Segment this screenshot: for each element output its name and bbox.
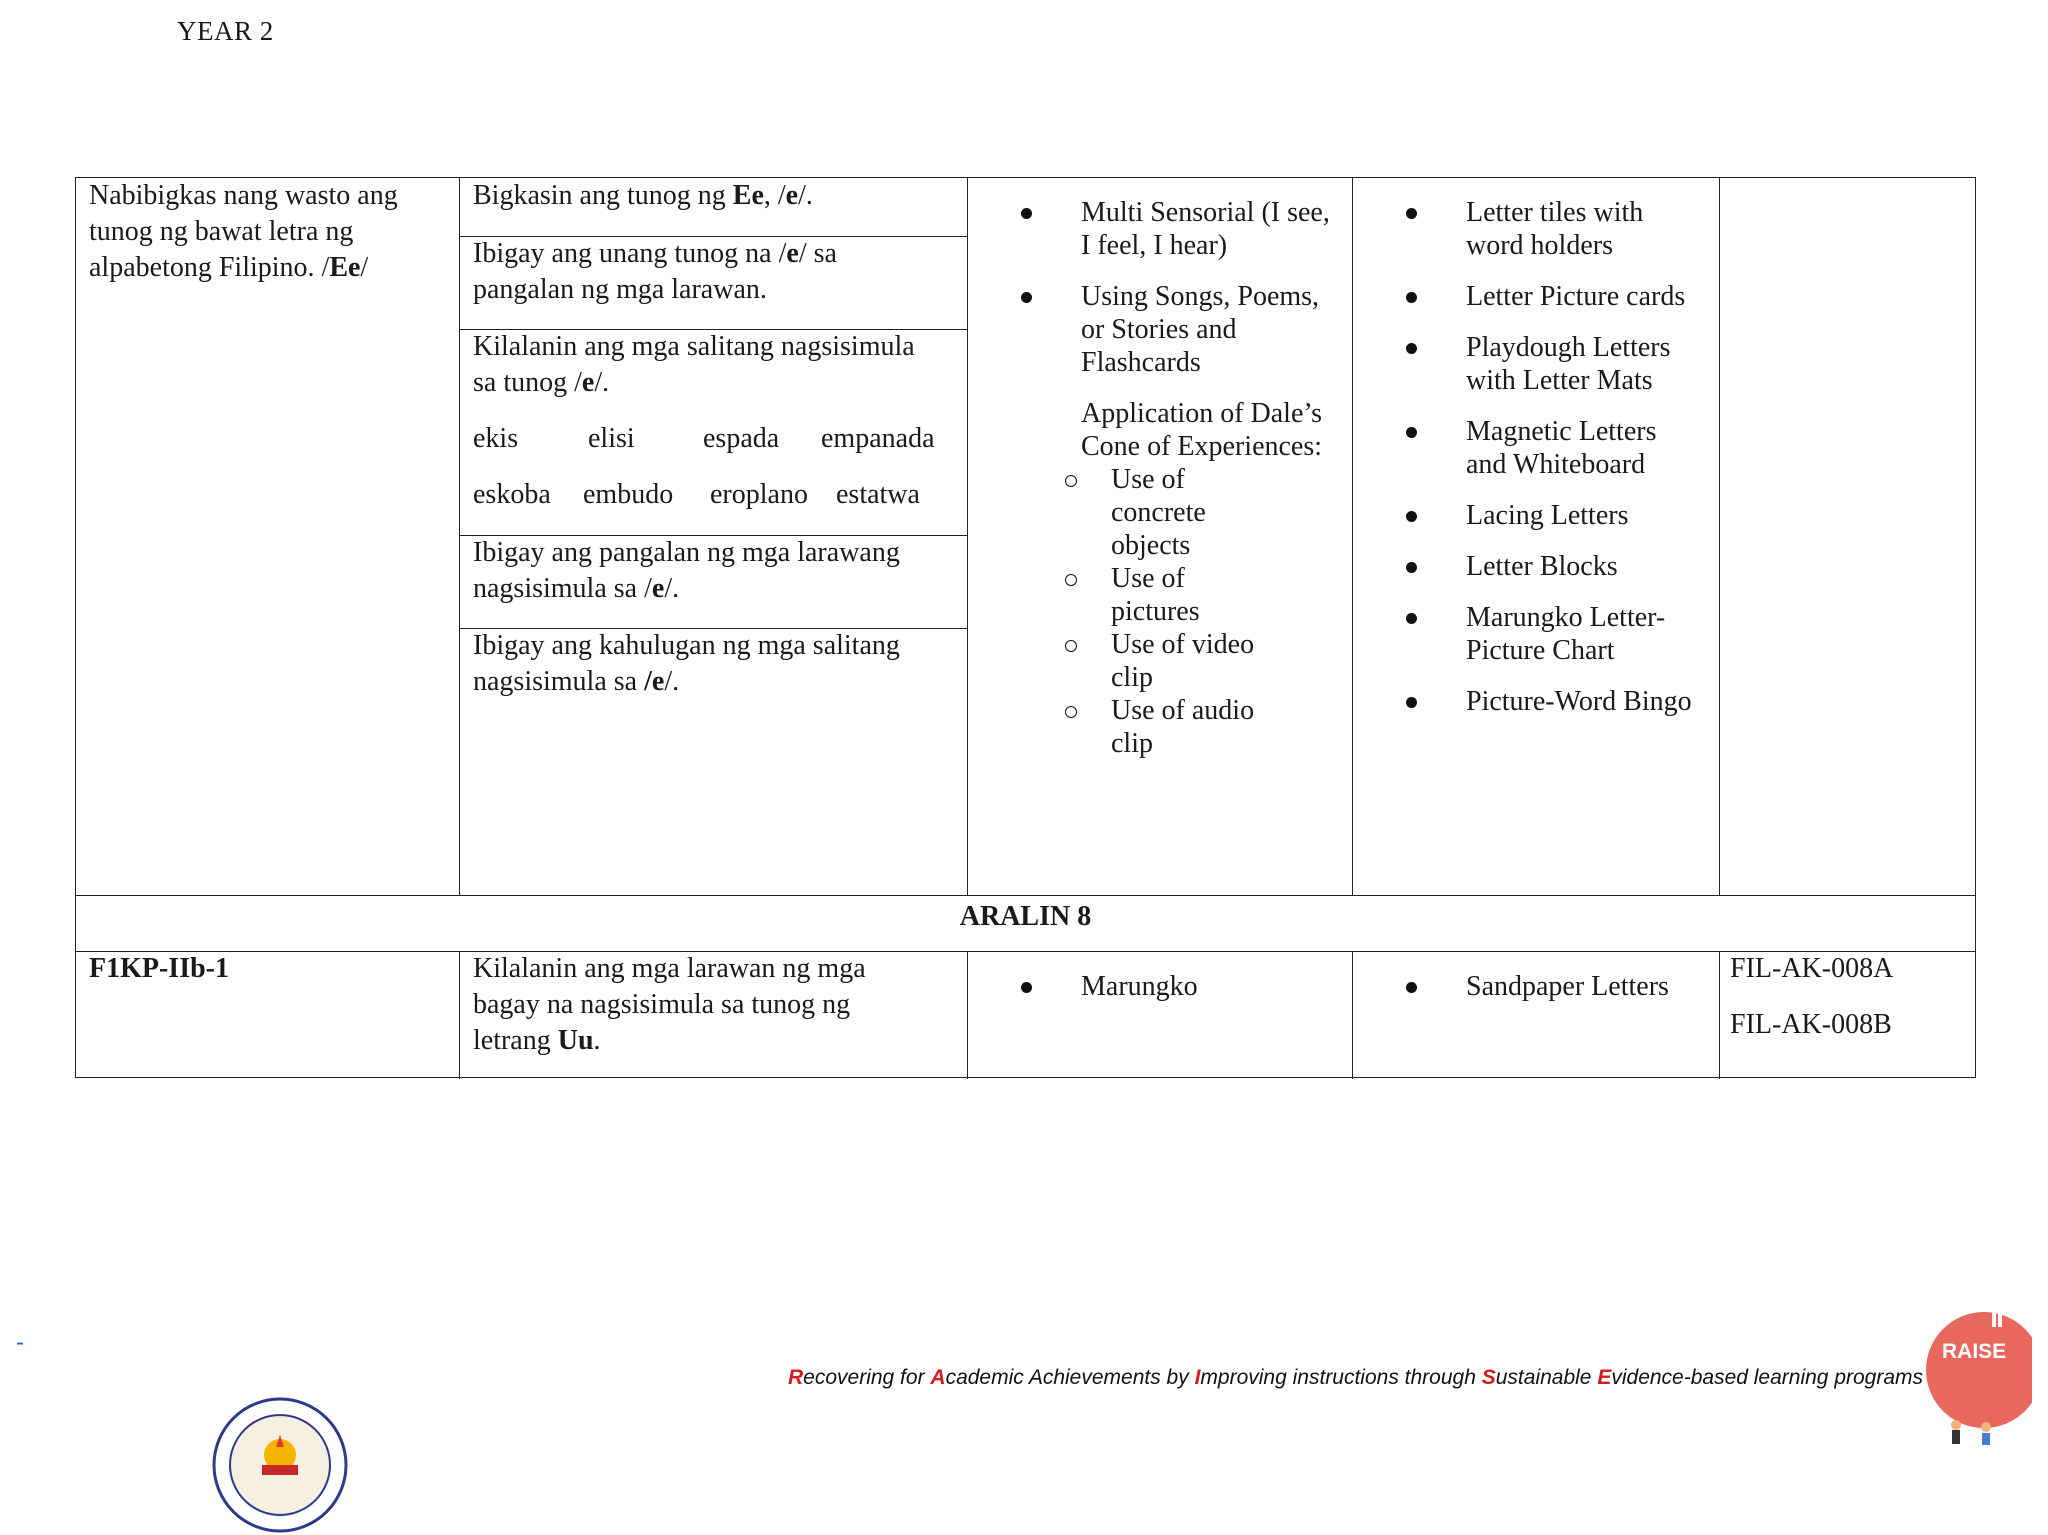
competency-text: Nabibigkas nang wasto ang tunog ng bawat letra ng alpabetong Filipino. /Ee/ [89, 180, 398, 283]
col-divider-3b [1352, 951, 1353, 1079]
col-divider-4 [1719, 178, 1720, 895]
resource-code-a: FIL-AK-008A [1730, 953, 1894, 984]
materials-list [1406, 196, 1716, 736]
material-item: Letter Picture cards [1406, 280, 1716, 313]
strategy-item: Marungko [1021, 970, 1341, 1003]
dale-sublist [1021, 463, 1351, 760]
material-item: Letter Blocks [1406, 550, 1716, 583]
bullet-icon [1021, 982, 1032, 993]
col-divider-2b [967, 951, 968, 1079]
circle-bullet-icon [1065, 574, 1077, 586]
materials-list-2 [1406, 970, 1716, 1021]
bullet-icon [1406, 427, 1417, 438]
deped-seal-logo [210, 1395, 350, 1535]
activity-pangalan: Ibigay ang pangalan ng mga larawang nagsisimula sa /e/. [473, 537, 900, 604]
activity-unang-tunog: Ibigay ang unang tunog na /e/ sa pangalan ng mga larawan. [473, 238, 837, 305]
bullet-icon [1406, 343, 1417, 354]
col-divider-1b [459, 951, 460, 1079]
lesson-table: Nabibigkas nang wasto ang tunog ng bawat letra ng alpabetong Filipino. /Ee/ Bigkasin ang tunog ng Ee, /e/. Ibigay ang unang tunog na /e/ sa pangalan ng mga larawan. Kilalanin ang mga salitang nagsisimula sa tunog /e/. ekis elisi espada empanada eskoba embudo eroplano estatwa Ibigay ang pangalan ng mga larawang nagsisimula sa /e/. Ibigay ang kahulugan ng mga salitang nagsisimula sa /e/. Multi Sensorial (I see, I feel, I hear) Using Songs, Poems, or Stories and Flashcards Application of Dale’s Cone of Experiences: Use of concrete objects Use of pictures Use of video clip Use of audio clip Letter tiles with word holders Letter Picture cards Playdough Letters with Letter Mats Magnetic Letters and Whiteboard Lacing Letters Letter Blocks Marungko Letter- Picture Chart Picture-Word Bingo ARALIN 8 F1KP-IIb-1 Kilalanin ang mga larawan ng mga bagay na nagsisimula sa tunog ng letrang Uu. Marungko Sandpaper Letters FIL-AK-008A FIL-AK-008B [75, 177, 1976, 1078]
strategy-item: Using Songs, Poems, or Stories and Flashcards [1021, 280, 1351, 379]
material-item: Magnetic Letters and Whiteboard [1406, 415, 1716, 481]
footer-tagline: Recovering for Academic Achievements by Improving instructions through Sustainable Evidence-based learning programs [788, 1366, 1924, 1389]
strategy-item: Multi Sensorial (I see, I feel, I hear) [1021, 196, 1351, 262]
row-divider-2 [76, 951, 1975, 952]
material-item: Letter tiles with word holders [1406, 196, 1716, 262]
bullet-icon [1406, 511, 1417, 522]
bullet-icon [1406, 292, 1417, 303]
activity-uu: Kilalanin ang mga larawan ng mga bagay na nagsisimula sa tunog ng letrang Uu. [473, 953, 866, 1056]
year-label: YEAR 2 [177, 16, 274, 46]
bullet-icon [1021, 292, 1032, 303]
dale-subitem: Use of concrete objects [1021, 463, 1351, 562]
raise-logo [1922, 1305, 2032, 1455]
raise-logo-text: RAISE [1942, 1340, 2007, 1363]
col-divider-4b [1719, 951, 1720, 1079]
col-divider-3 [1352, 178, 1353, 895]
strategy-list [1021, 196, 1351, 778]
stray-dash: - [16, 1329, 24, 1356]
dale-subitem: Use of video clip [1021, 628, 1351, 694]
row-divider-1 [76, 895, 1975, 896]
strategy-item: Application of Dale’s Cone of Experiences: Use of concrete objects Use of pictures Use of video clip Use of audio clip [1021, 397, 1351, 760]
strategy-list-2 [1021, 970, 1341, 1021]
material-item: Marungko Letter- Picture Chart [1406, 601, 1716, 667]
col-divider-1 [459, 178, 460, 895]
circle-bullet-icon [1065, 475, 1077, 487]
dale-subitem: Use of pictures [1021, 562, 1351, 628]
circle-bullet-icon [1065, 640, 1077, 652]
dale-subitem: Use of audio clip [1021, 694, 1351, 760]
bullet-icon [1406, 697, 1417, 708]
bullet-icon [1406, 982, 1417, 993]
bullet-icon [1406, 562, 1417, 573]
section-title-aralin-8: ARALIN 8 [959, 901, 1092, 932]
bullet-icon [1406, 208, 1417, 219]
material-item: Picture-Word Bingo [1406, 685, 1716, 718]
bullet-icon [1021, 208, 1032, 219]
activity-bigkasin: Bigkasin ang tunog ng Ee, /e/. [473, 180, 813, 211]
resource-code-b: FIL-AK-008B [1730, 1009, 1892, 1040]
col-divider-2 [967, 178, 968, 895]
material-item: Lacing Letters [1406, 499, 1716, 532]
activity-kahulugan: Ibigay ang kahulugan ng mga salitang nagsisimula sa /e/. [473, 630, 900, 697]
competency-code: F1KP-IIb-1 [89, 953, 229, 984]
material-item: Sandpaper Letters [1406, 970, 1716, 1003]
circle-bullet-icon [1065, 706, 1077, 718]
material-item: Playdough Letters with Letter Mats [1406, 331, 1716, 397]
bullet-icon [1406, 613, 1417, 624]
activity-kilalanin: Kilalanin ang mga salitang nagsisimula sa tunog /e/. [473, 331, 915, 398]
